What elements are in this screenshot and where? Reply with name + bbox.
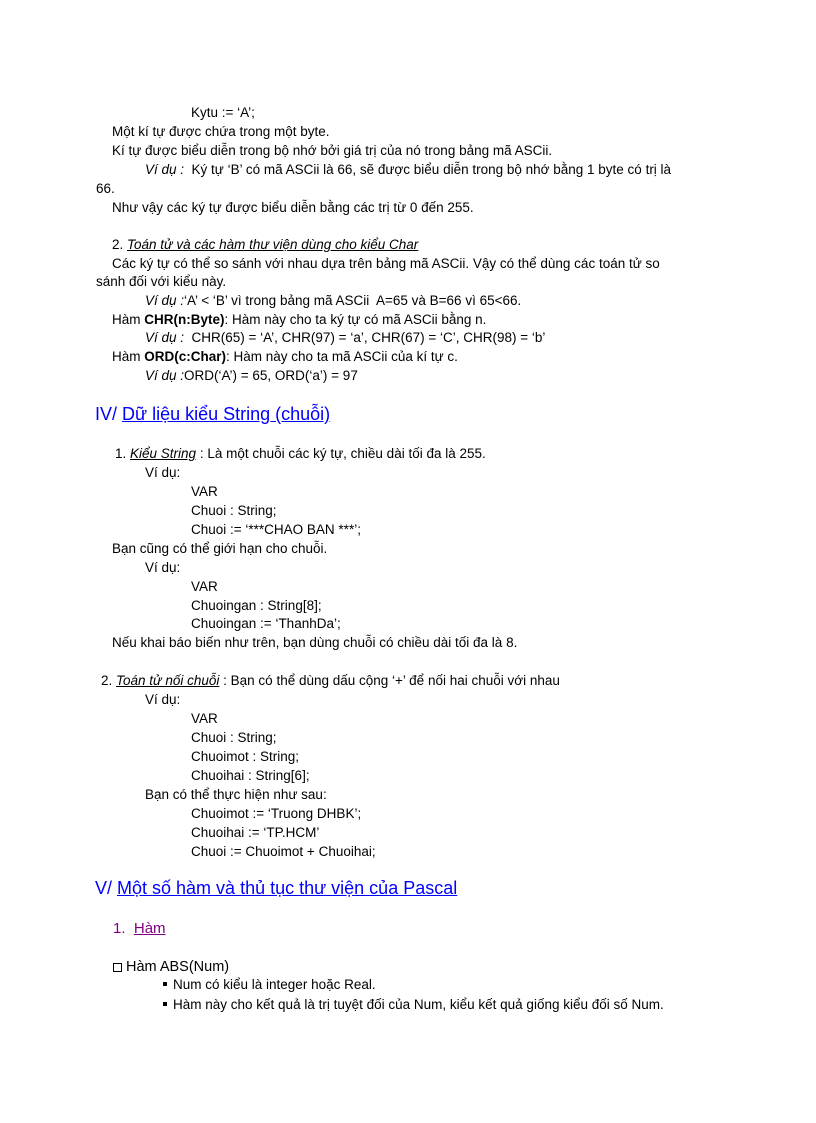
- code-line: Kytu := ‘A’;: [191, 105, 255, 120]
- square-bullet-icon: [163, 1002, 167, 1006]
- function-line: [112, 348, 458, 366]
- bullet-item: [163, 976, 376, 994]
- code-line: VAR: [191, 579, 218, 594]
- text-line: Một kí tự được chứa trong một byte.: [112, 124, 330, 139]
- function-prefix: Hàm: [112, 312, 145, 327]
- text-line: Nếu khai báo biến như trên, bạn dùng chuỗi có chiều dài tối đa là 8.: [112, 635, 518, 650]
- section-heading-iv: [95, 403, 330, 425]
- function-prefix: Hàm: [112, 349, 145, 364]
- example-label: Ví dụ :: [145, 293, 185, 308]
- section-title: Một số hàm và thủ tục thư viện của Pascal: [117, 878, 458, 898]
- subsection-heading-ham: [113, 920, 166, 938]
- example-label: Ví dụ:: [145, 465, 181, 480]
- subsection-title: Hàm: [133, 920, 166, 937]
- example-line: [145, 329, 545, 347]
- function-heading-text: Hàm ABS(Num): [126, 959, 230, 975]
- code-line: Chuoi : String;: [191, 503, 277, 518]
- example-label: Ví dụ :: [145, 330, 185, 345]
- subsection-title: Kiểu String: [130, 446, 197, 461]
- function-desc: : Hàm này cho ta ký tự có mã ASCii bằng n.: [224, 312, 487, 327]
- text-line: Các ký tự có thể so sánh với nhau dựa trên bảng mã ASCii. Vậy có thể dùng các toán tử so: [112, 256, 660, 271]
- example-line: [145, 292, 521, 310]
- example-label: Ví dụ:: [145, 560, 181, 575]
- function-name: ORD(c:Char): [144, 349, 227, 364]
- code-line: Chuoi := Chuoimot + Chuoihai;: [191, 844, 376, 859]
- example-label: Ví dụ:: [145, 692, 181, 707]
- subsection-desc: : Là một chuỗi các ký tự, chiều dài tối đa là 255.: [196, 446, 486, 461]
- code-line: VAR: [191, 484, 218, 499]
- section-heading-v: [95, 877, 457, 899]
- text-line: Bạn cũng có thể giới hạn cho chuỗi.: [112, 541, 328, 556]
- section-number: IV/: [95, 404, 123, 424]
- text-line: Như vậy các ký tự được biểu diễn bằng các trị từ 0 đến 255.: [112, 200, 474, 215]
- example-line: [145, 367, 358, 385]
- example-text: ‘A’ < ‘B’ vì trong bảng mã ASCii A=65 và B=66 vì 65<66.: [184, 293, 522, 308]
- code-line: Chuoimot : String;: [191, 749, 300, 764]
- square-bullet-icon: [163, 982, 167, 986]
- bullet-item: [163, 996, 664, 1014]
- text-line: Bạn có thể thực hiện như sau:: [145, 787, 327, 802]
- example-text: ORD(‘A’) = 65, ORD(‘a’) = 97: [184, 368, 358, 383]
- function-heading-abs: [113, 958, 229, 976]
- function-line: [112, 311, 486, 329]
- section-number: V/: [95, 878, 118, 898]
- code-line: Chuoimot := ‘Truong DHBK’;: [191, 806, 362, 821]
- code-line: Chuoi := ‘***CHAO BAN ***’;: [191, 522, 361, 537]
- checkbox-bullet-icon: [113, 963, 122, 972]
- function-desc: : Hàm này cho ta mã ASCii của kí tự c.: [226, 349, 458, 364]
- code-line: Chuoihai : String[6];: [191, 768, 310, 783]
- subsection-heading: [101, 672, 560, 690]
- function-name: CHR(n:Byte): [144, 312, 225, 327]
- text-line: 66.: [96, 181, 115, 196]
- subsection-heading: [112, 236, 418, 254]
- code-line: Chuoingan := ‘ThanhDa’;: [191, 616, 341, 631]
- example-line: [145, 161, 671, 179]
- code-line: Chuoi : String;: [191, 730, 277, 745]
- code-line: VAR: [191, 711, 218, 726]
- example-text: Ký tự ‘B’ có mã ASCii là 66, sẽ được biểu diễn trong bộ nhớ bằng 1 byte có trị là: [184, 162, 672, 177]
- text-line: sánh đối với kiểu này.: [96, 274, 227, 289]
- text-line: Kí tự được biểu diễn trong bộ nhớ bởi giá trị của nó trong bảng mã ASCii.: [112, 143, 553, 158]
- code-line: Chuoihai := ‘TP.HCM’: [191, 825, 320, 840]
- section-title: Dữ liệu kiểu String (chuỗi): [122, 404, 331, 424]
- subsection-number: 1.: [113, 920, 134, 937]
- code-line: Chuoingan : String[8];: [191, 598, 322, 613]
- example-label: Ví dụ :: [145, 368, 185, 383]
- subsection-title: Toán tử nối chuỗi: [116, 673, 220, 688]
- bullet-text: Num có kiểu là integer hoặc Real.: [173, 977, 376, 992]
- subsection-number: 2.: [101, 673, 117, 688]
- example-text: CHR(65) = ‘A’, CHR(97) = ‘a’, CHR(67) = ‘C’, CHR(98) = ‘b’: [184, 330, 546, 345]
- example-label: Ví dụ :: [145, 162, 185, 177]
- subsection-number: 1.: [115, 446, 131, 461]
- subsection-desc: : Bạn có thể dùng dấu cộng ‘+’ để nối hai chuỗi với nhau: [219, 673, 560, 688]
- bullet-text: Hàm này cho kết quả là trị tuyệt đối của Num, kiểu kết quả giống kiểu đối số Num.: [173, 997, 664, 1012]
- subsection-heading: [115, 445, 486, 463]
- subsection-number: 2.: [112, 237, 128, 252]
- subsection-title: Toán tử và các hàm thư viện dùng cho kiểu Char: [127, 237, 419, 252]
